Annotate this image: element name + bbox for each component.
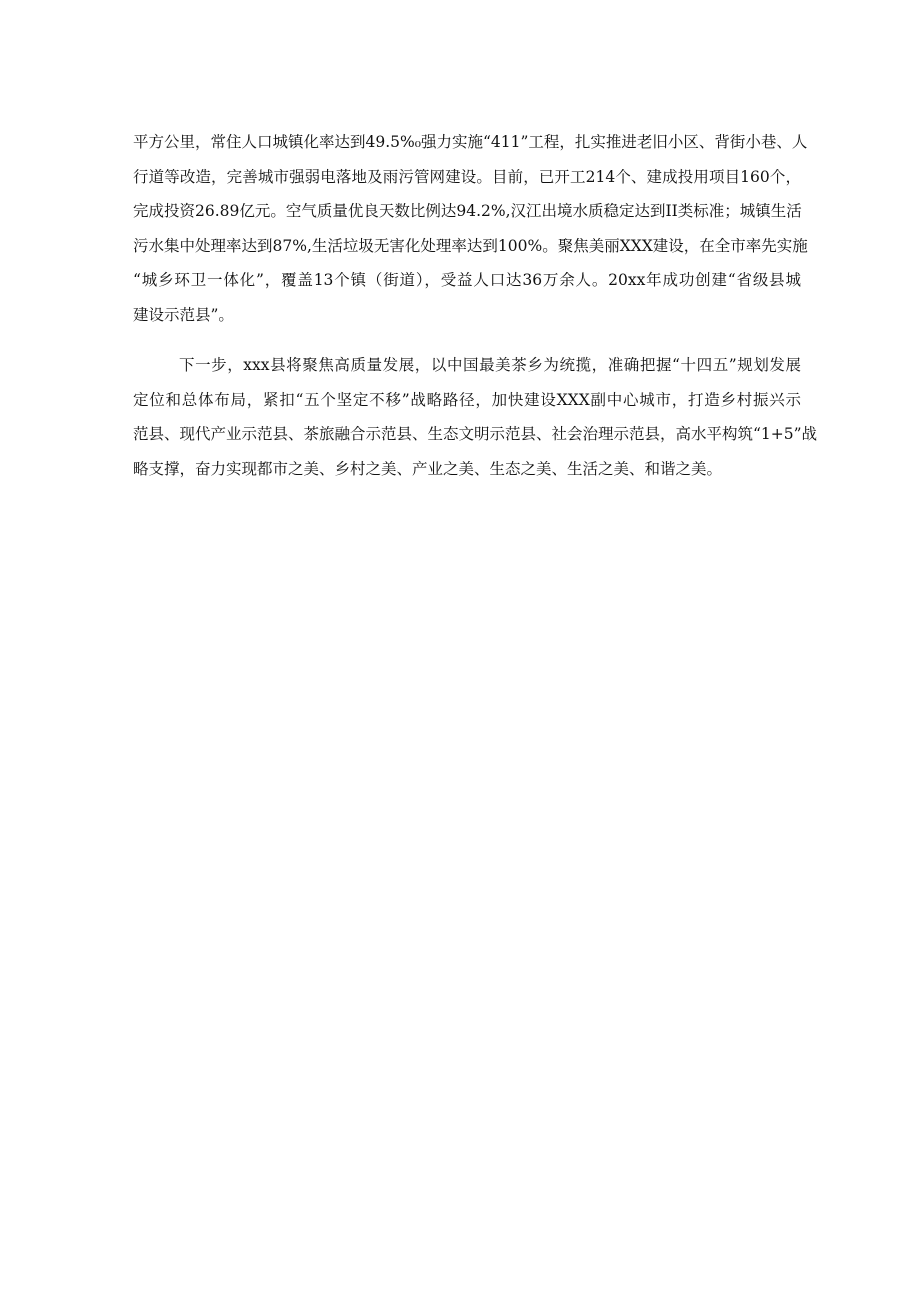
paragraph-1 [133,125,808,332]
paragraph-line: “城乡环卫一体化”，覆盖13个镇（街道），受益人口达36万余人。20xx年成功创建“省级县城 [133,271,801,289]
document-body [133,125,818,486]
paragraph-line: 行道等改造，完善城市强弱电落地及雨污管网建设。目前，已开工214个、建成投用项目160个， [133,167,801,186]
paragraph-line: 建设示范县”。 [133,305,234,324]
paragraph-line: 略支撑，奋力实现都市之美、乡村之美、产业之美、生态之美、生活之美、和谐之美。 [133,459,723,478]
paragraph-spacer [133,332,801,348]
paragraph-line: 污水集中处理率达到87%,生活垃圾无害化处理率达到100%。聚焦美丽XXX建设，在全市率先实施 [133,236,808,255]
paragraph-line: 完成投资26.89亿元。空气质量优良天数比例达94.2%,汉江出境水质稳定达到II类标准；城镇生活 [133,202,802,220]
paragraph-2 [133,348,818,486]
paragraph-line: 平方公里，常住人口城镇化率达到49.5%₀强力实施“411”工程，扎实推进老旧小区、背街小巷、人 [133,133,808,151]
paragraph-line: 范县、现代产业示范县、茶旅融合示范县、生态文明示范县、社会治理示范县，高水平构筑“1+5”战 [133,425,818,443]
paragraph-line: 下一步，xxx县将聚焦高质量发展，以中国最美茶乡为统揽，准确把握“十四五”规划发展 [179,356,801,374]
paragraph-line: 定位和总体布局，紧扣“五个坚定不移”战略路径，加快建设XXX副中心城市，打造乡村振兴示 [133,390,801,409]
